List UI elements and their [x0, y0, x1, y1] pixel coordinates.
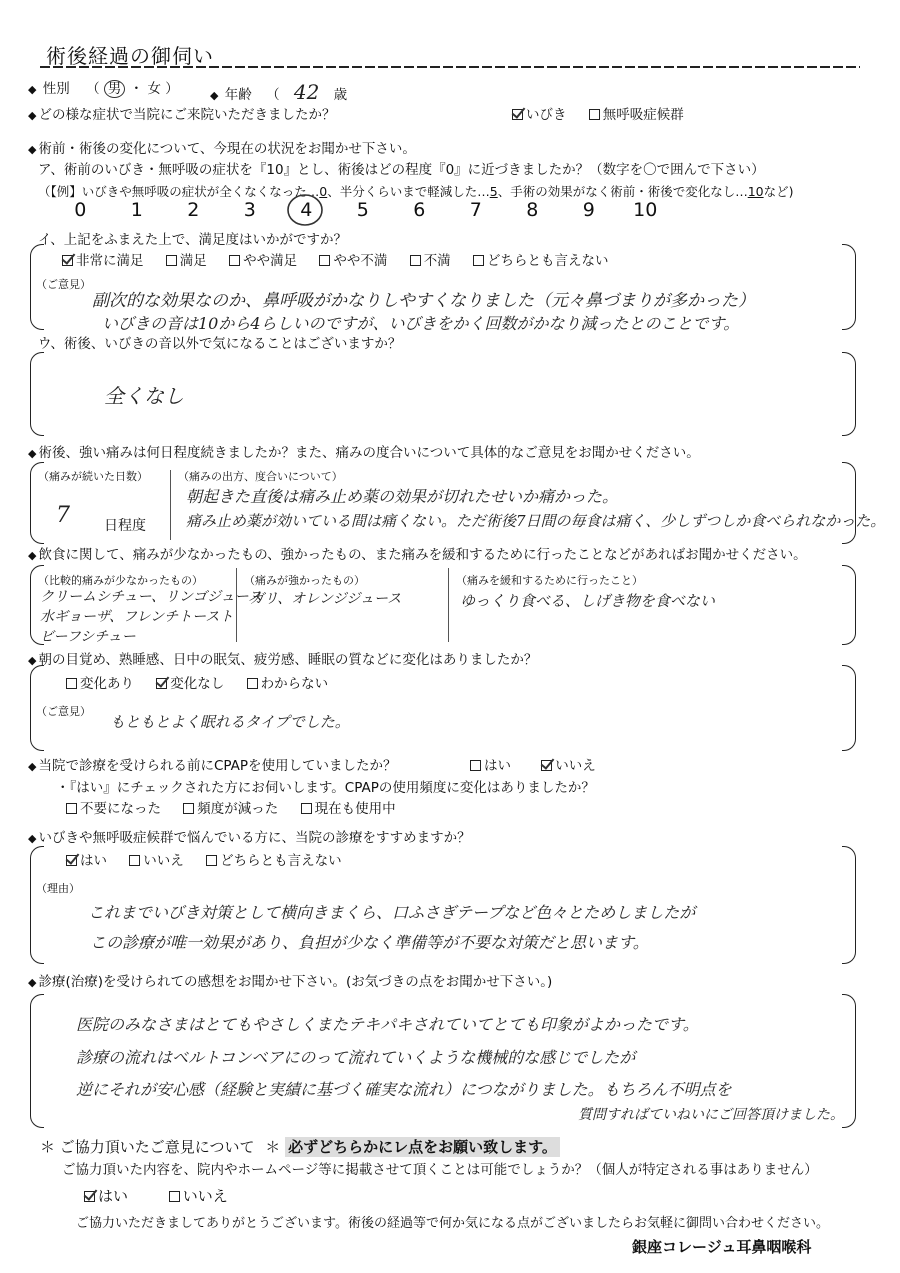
- pain-detail-2[interactable]: 痛み止め薬が効いている間は痛くない。ただ術後7日間の毎食は痛く、少しずつしか食べられなかった。: [186, 512, 886, 530]
- other-bracket-right: [842, 352, 856, 436]
- checkbox-very-satisfied[interactable]: [62, 255, 73, 266]
- pain-days-label: （痛みが続いた日数）: [38, 470, 148, 483]
- gender-separator: ・: [129, 81, 144, 97]
- checkbox-publish-yes[interactable]: [84, 1191, 95, 1202]
- scale-6[interactable]: 6: [413, 199, 426, 221]
- scale-8[interactable]: 8: [526, 199, 539, 221]
- checkbox-ibiki[interactable]: [512, 109, 523, 120]
- gender-label: 性別: [42, 81, 70, 97]
- scale-5[interactable]: 5: [356, 199, 369, 221]
- footer-asterisk-1: ＊: [40, 1138, 56, 1156]
- gender-male-option[interactable]: 男: [104, 80, 126, 98]
- scale-4[interactable]: 4: [300, 199, 313, 221]
- option-cpap-yes[interactable]: はい: [470, 758, 511, 774]
- age-open-paren: （: [266, 87, 280, 103]
- checkbox-recommend-neutral[interactable]: [206, 855, 217, 866]
- recommend-bracket-right: [842, 846, 856, 964]
- q-food-text: ◆ 飲食に関して、痛みが少なかったもの、強かったもの、また痛みを緩和するために行ったことなどがあればお聞かせください。: [28, 547, 807, 563]
- q-cpap-options: [470, 758, 614, 774]
- option-recommend-yes[interactable]: はい: [66, 853, 107, 869]
- option-very-satisfied[interactable]: 非常に満足: [62, 253, 144, 269]
- option-satisfied[interactable]: 満足: [166, 253, 207, 269]
- option-recommend-no[interactable]: いいえ: [129, 853, 184, 869]
- checkbox-cpap-still-using[interactable]: [301, 803, 312, 814]
- example-mid-1: 、半分くらいまで軽減した…: [327, 184, 490, 199]
- scale-3[interactable]: 3: [243, 199, 256, 221]
- q-recommend-options: [66, 853, 360, 869]
- pain-divider: [170, 470, 171, 540]
- checkbox-cpap-unneeded[interactable]: [66, 803, 77, 814]
- age-value[interactable]: 42: [293, 80, 320, 104]
- q-cpap-sub-options: [66, 801, 414, 817]
- scale-9[interactable]: 9: [582, 199, 595, 221]
- food-col1-label: （比較的痛みが少なかったもの）: [38, 574, 203, 587]
- food-col3-line-1[interactable]: ゆっくり食べる、しげき物を食べない: [460, 592, 715, 610]
- food-col2-label: （痛みが強かったもの）: [244, 574, 365, 587]
- q-change-text: ◆ 術前・術後の変化について、今現在の状況をお聞かせ下さい。: [28, 141, 416, 157]
- scale-1[interactable]: 1: [130, 199, 143, 221]
- food-col2-line-1[interactable]: ガリ、オレンジジュース: [250, 591, 402, 607]
- recommend-bracket-left: [30, 846, 44, 964]
- example-value-5: 5: [489, 184, 498, 199]
- footer-heading-2: 必ずどちらかにレ点をお願い致します。: [285, 1137, 560, 1157]
- sleep-bracket-right: [842, 665, 856, 751]
- option-cpap-reduced[interactable]: 頻度が減った: [183, 801, 278, 817]
- q-impression-text: ◆ 診療(治療)を受けられての感想をお聞かせ下さい。(お気づきの点をお聞かせ下さい。): [28, 974, 552, 990]
- pain-detail-1[interactable]: 朝起きた直後は痛み止め薬の効果が切れたせいか痛かった。: [186, 487, 619, 506]
- title-underline: [40, 64, 860, 72]
- impression-line-3[interactable]: 逆にそれが安心感（経験と実績に基づく確実な流れ）につながりました。もちろん不明点を: [76, 1080, 732, 1099]
- severity-scale: [52, 199, 674, 221]
- q-cpap-sub-text: ・『はい』にチェックされた方にお伺いします。CPAPの使用頻度に変化はありましたか？: [56, 780, 595, 796]
- option-somewhat-dissatisfied[interactable]: やや不満: [319, 253, 387, 269]
- clinic-name: 銀座コレージュ耳鼻咽喉科: [632, 1238, 812, 1256]
- option-cpap-no[interactable]: いいえ: [541, 758, 596, 774]
- satisfaction-comment-label: （ご意見）: [36, 278, 91, 291]
- food-col1-line-2[interactable]: 水ギョーザ、フレンチトースト: [40, 609, 234, 625]
- satisfaction-comment-1[interactable]: 副次的な効果なのか、鼻呼吸がかなりしやすくなりました（元々鼻づまりが多かった）: [92, 291, 755, 311]
- pain-detail-label: （痛みの出方、度合いについて）: [178, 470, 343, 483]
- food-col1-line-3[interactable]: ビーフシチュー: [40, 629, 136, 645]
- footer-asterisk-2: ＊: [265, 1138, 281, 1156]
- q-satisfaction-text: イ、上記をふまえた上で、満足度はいかがですか？: [38, 232, 348, 248]
- satisfaction-comment-2[interactable]: いびきの音は10から4らしいのですが、いびきをかく回数がかなり減ったとのことです。: [102, 314, 740, 333]
- checkbox-unknown[interactable]: [247, 678, 258, 689]
- food-col1-line-1[interactable]: クリームシチュー、リンゴジュース: [40, 589, 263, 605]
- sleep-comment[interactable]: もともとよく眠れるタイプでした。: [110, 713, 350, 731]
- checkbox-somewhat-dissatisfied[interactable]: [319, 255, 330, 266]
- option-cpap-still-using[interactable]: 現在も使用中: [301, 801, 396, 817]
- option-ibiki[interactable]: いびき: [512, 107, 567, 123]
- q-recommend-text: ◆ いびきや無呼吸症候群で悩んでいる方に、当院の診療をすすめますか？: [28, 830, 471, 846]
- q-sleep-options: [66, 676, 346, 692]
- food-col3-label: （痛みを緩和するために行ったこと）: [456, 574, 643, 587]
- q-other-text: ウ、術後、いびきの音以外で気になることはございますか？: [38, 336, 402, 352]
- example-value-10: 10: [747, 184, 764, 199]
- option-publish-no[interactable]: いいえ: [169, 1187, 228, 1205]
- q-symptom-text: ◆ どの様な症状で当院にご来院いただきましたか？: [28, 107, 335, 123]
- footer-thanks: ご協力いただきましてありがとうございます。術後の経過等で何か気になる点がございましたらお気軽に御問い合わせください。: [76, 1216, 829, 1231]
- sleep-comment-label: （ご意見）: [36, 705, 91, 718]
- option-no-change[interactable]: 変化なし: [156, 676, 224, 692]
- option-somewhat-satisfied[interactable]: やや満足: [229, 253, 297, 269]
- impression-bracket-left: [30, 994, 44, 1128]
- q-pain-text: ◆ 術後、強い痛みは何日程度続きましたか？また、痛みの度合いについて具体的なご意見をお聞かせください。: [28, 445, 700, 461]
- scale-10[interactable]: 10: [633, 199, 658, 221]
- age-row: [210, 80, 347, 104]
- q-symptom-options: [512, 107, 702, 123]
- gender-open-paren: （: [86, 81, 100, 97]
- checkbox-changed[interactable]: [66, 678, 77, 689]
- footer-heading-1: ご協力頂いたご意見について: [59, 1138, 255, 1156]
- option-osas[interactable]: 無呼吸症候群: [589, 107, 684, 123]
- impression-line-2[interactable]: 診療の流れはベルトコンベアにのって流れていくような機械的な感じでしたが: [76, 1048, 636, 1067]
- scale-7[interactable]: 7: [469, 199, 482, 221]
- food-bracket-right: [842, 565, 856, 645]
- footer-options: [84, 1187, 246, 1205]
- impression-line-4[interactable]: 質問すればていねいにご回答頂けました。: [578, 1107, 844, 1123]
- form-title: 術後経過の御伺い: [46, 44, 214, 68]
- satisfaction-bracket-right: [842, 244, 856, 330]
- q-cpap-text: ◆ 当院で診療を受けられる前にCPAPを使用していましたか？: [28, 758, 397, 774]
- recommend-reason-1[interactable]: これまでいびき対策として横向きまくら、口ふさぎテープなど色々とためしましたが: [88, 903, 696, 922]
- pain-bracket-right: [842, 462, 856, 544]
- checkbox-dissatisfied[interactable]: [410, 255, 421, 266]
- example-value-0: 0: [319, 184, 328, 199]
- option-dissatisfied[interactable]: 不満: [410, 253, 451, 269]
- checkbox-cpap-yes[interactable]: [470, 760, 481, 771]
- option-neutral[interactable]: どちらとも言えない: [473, 253, 609, 269]
- age-unit: 歳: [333, 87, 348, 103]
- checkbox-neutral[interactable]: [473, 255, 484, 266]
- checkbox-no-change[interactable]: [156, 678, 167, 689]
- example-suffix: など): [763, 184, 794, 199]
- gender-row: [28, 80, 179, 98]
- age-label: 年齢: [224, 87, 252, 103]
- food-divider-1: [236, 568, 237, 642]
- q-satisfaction-options: [62, 253, 626, 269]
- option-changed[interactable]: 変化あり: [66, 676, 134, 692]
- pain-days-unit: 日程度: [104, 518, 146, 534]
- impression-bracket-right: [842, 994, 856, 1128]
- checkbox-osas[interactable]: [589, 109, 600, 120]
- footer-heading: [40, 1138, 560, 1156]
- option-cpap-unneeded[interactable]: 不要になった: [66, 801, 161, 817]
- option-recommend-neutral[interactable]: どちらとも言えない: [206, 853, 342, 869]
- gender-female-option[interactable]: 女: [147, 81, 161, 97]
- other-answer[interactable]: 全くなし: [104, 384, 184, 408]
- option-unknown[interactable]: わからない: [247, 676, 329, 692]
- example-mid-2: 、手術の効果がなく術前・術後で変化なし…: [497, 184, 748, 199]
- scale-2[interactable]: 2: [187, 199, 200, 221]
- pain-days-value[interactable]: 7: [56, 503, 70, 528]
- scale-selected-circle: [284, 192, 326, 228]
- checkbox-publish-no[interactable]: [169, 1191, 180, 1202]
- scale-0[interactable]: 0: [74, 199, 87, 221]
- q-sleep-text: ◆ 朝の目覚め、熟睡感、日中の眠気、疲労感、睡眠の質などに変化はありましたか？: [28, 652, 537, 668]
- checkbox-recommend-yes[interactable]: [66, 855, 77, 866]
- checkbox-somewhat-satisfied[interactable]: [229, 255, 240, 266]
- q-change-example: [38, 182, 794, 200]
- checkbox-satisfied[interactable]: [166, 255, 177, 266]
- example-prefix: （【例】いびきや無呼吸の症状が全くなくなった…: [38, 184, 320, 199]
- option-publish-yes[interactable]: はい: [84, 1187, 128, 1205]
- recommend-reason-label: （理由）: [36, 882, 80, 895]
- other-bracket-left: [30, 352, 44, 436]
- gender-close-paren: ）: [165, 81, 179, 97]
- recommend-reason-2[interactable]: この診療が唯一効果があり、負担が少なく準備等が不要な対策だと思います。: [90, 933, 649, 952]
- checkbox-recommend-no[interactable]: [129, 855, 140, 866]
- checkbox-cpap-no[interactable]: [541, 760, 552, 771]
- checkbox-cpap-reduced[interactable]: [183, 803, 194, 814]
- footer-question: ご協力頂いた内容を、院内やホームページ等に掲載させて頂くことは可能でしょうか？（個人が特定される事はありません）: [62, 1162, 818, 1178]
- impression-line-1[interactable]: 医院のみなさまはとてもやさしくまたテキパキされていてとても印象がよかったです。: [76, 1015, 699, 1034]
- q-change-sub-a: ア、術前のいびき・無呼吸の症状を『10』とし、術後はどの程度『0』に近づきましたか？（数字を〇で囲んで下さい）: [38, 162, 765, 178]
- food-divider-2: [448, 568, 449, 642]
